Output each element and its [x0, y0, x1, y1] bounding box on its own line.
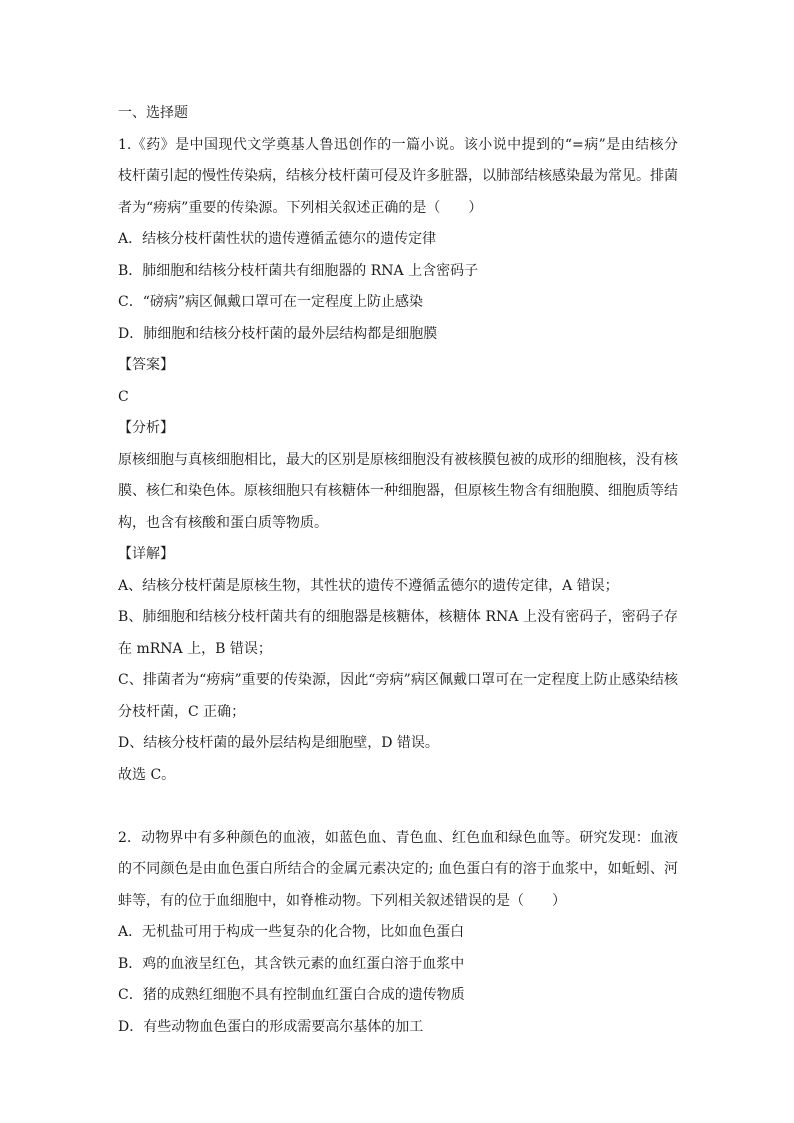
answer-label: 【答案】: [118, 357, 174, 373]
analysis-line: 膜、核仁和染色体。原核细胞只有核糖体一种细胞器，但原核生物含有细胞膜、细胞质等结: [118, 483, 678, 499]
question-stem-line: 2．动物界中有多种颜色的血液，如蓝色血、青色血、红色血和绿色血等。研究发现：血液: [118, 829, 678, 846]
option-b: B．肺细胞和结核分枝杆菌共有细胞器的 RNA 上含密码子: [118, 262, 479, 279]
answer-value: C: [118, 388, 129, 405]
detail-line: B、肺细胞和结核分枝杆菌共有的细胞器是核糖体，核糖体 RNA 上没有密码子，密码子存: [118, 609, 678, 625]
option-c: C．“磅病”病区佩戴口罩可在一定程度上防止感染: [118, 294, 424, 310]
detail-line: D、结核分枝杆菌的最外层结构是细胞壁，D 错误。: [118, 735, 439, 751]
option-b: B．鸡的血液呈红色，其含铁元素的血红蛋白溶于血浆中: [118, 955, 465, 972]
detail-line: A、结核分枝杆菌是原核生物，其性状的遗传不遵循孟德尔的遗传定律，A 错误；: [118, 577, 619, 594]
question-stem-line: 蚌等，有的位于血细胞中，如脊椎动物。下列相关叙述错误的是（ ）: [118, 892, 566, 909]
detail-label: 【详解】: [118, 546, 174, 562]
option-a: A．无机盐可用于构成一些复杂的化合物，比如血色蛋白: [118, 924, 465, 940]
question-stem-line: 枝杆菌引起的慢性传染病，结核分枝杆菌可侵及许多脏器，以肺部结核感染最为常见。排菌: [118, 168, 678, 184]
section-title: 一、选择题: [118, 105, 188, 121]
detail-line: 在 mRNA 上，B 错误；: [118, 640, 272, 657]
option-d: D．有些动物血色蛋白的形成需要高尔基体的加工: [118, 1018, 424, 1035]
question-spacer: [118, 795, 678, 827]
option-a: A．结核分枝杆菌性状的遗传遵循孟德尔的遗传定律: [118, 231, 437, 247]
detail-line: 故选 C。: [118, 766, 176, 783]
question-2: [118, 827, 678, 1048]
question-stem-line: 者为“痨病”重要的传染源。下列相关叙述正确的是（ ）: [118, 199, 483, 216]
question-stem-line: 1.《药》是中国现代文学奠基人鲁迅创作的一篇小说。该小说中提到的“=病”是由结核分: [118, 136, 678, 153]
analysis-line: 构，也含有核酸和蛋白质等物质。: [118, 514, 328, 531]
option-d: D．肺细胞和结核分枝杆菌的最外层结构都是细胞膜: [118, 325, 438, 342]
detail-line: C、排菌者为“痨病”重要的传染源，因此“旁病”病区佩戴口罩可在一定程度上防止感染结核: [118, 672, 678, 688]
analysis-line: 原核细胞与真核细胞相比，最大的区别是原核细胞没有被核膜包被的成形的细胞核，没有核: [118, 451, 678, 468]
analysis-label: 【分析】: [118, 420, 174, 436]
question-stem-line: 的不同颜色是由血色蛋白所结合的金属元素决定的; 血色蛋白有的溶于血浆中，如蚯蚓、河: [118, 861, 678, 877]
question-1: [118, 134, 678, 796]
document-page: [118, 102, 678, 1047]
option-c: C．猪的成熟红细胞不具有控制血红蛋白合成的遗传物质: [118, 987, 465, 1003]
detail-line: 分枝杆菌，C 正确；: [118, 703, 246, 720]
